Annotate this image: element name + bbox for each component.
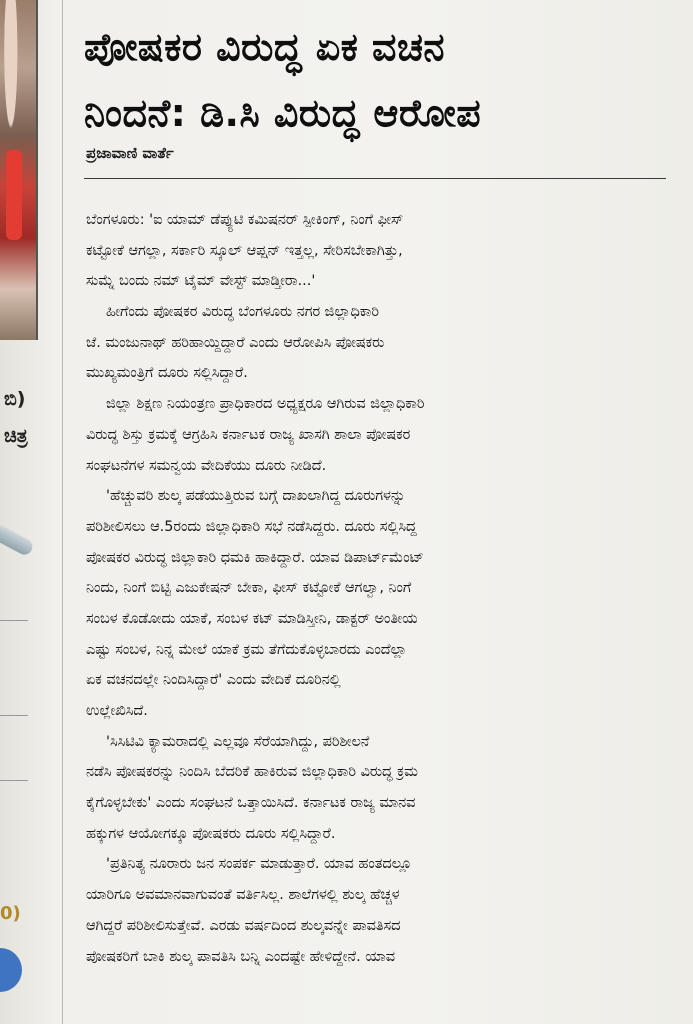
- body-line: ಜೆ. ಮಂಜುನಾಥ್ ಹರಿಹಾಯ್ದಿದ್ದಾರೆ ಎಂದು ಆರೋಪಿಸಿ ಪೋಷಕರು: [86, 334, 385, 351]
- body-line: ಸಂಬಳ ಕೊಡೋದು ಯಾಕೆ, ಸಂಬಳ ಕಟ್ ಮಾಡಿಸ್ತೀನಿ, ಡಾಕ್ಟರ್ ಅಂತೀಯ: [86, 610, 418, 627]
- body-line: ಹಕ್ಕುಗಳ ಆಯೋಗಕ್ಕೂ ಪೋಷಕರು ದೂರು ಸಲ್ಲಿಸಿದ್ದಾರೆ.: [86, 825, 336, 842]
- body-line: ಪರಿಶೀಲಿಸಲು ಆ.5ರಂದು ಜಿಲ್ಲಾಧಿಕಾರಿ ಸಭೆ ನಡೆಸಿದ್ದರು. ದೂರು ಸಲ್ಲಿಸಿದ್ದ: [86, 518, 417, 535]
- body-line: ಸುಮ್ನೆ ಬಂದು ನಮ್ ಟೈಮ್ ವೇಸ್ಟ್ ಮಾಡ್ತೀರಾ...': [86, 273, 316, 290]
- adjacent-text: ಚಿತ್ರ: [4, 425, 28, 447]
- body-line: ಬೆಂಗಳೂರು: 'ಐ ಯಾಮ್ ಡೆಪ್ಯುಟಿ ಕಮಿಷನರ್ ಸ್ಪೀಕಿಂಗ್, ನಿಂಗೆ ಫೀಸ್: [86, 212, 404, 228]
- photo-fragment: [0, 0, 38, 340]
- body-line: ನಿಂದು, ನಿಂಗೆ ಬಿಟ್ಟಿ ಎಜುಕೇಷನ್ ಬೇಕಾ, ಫೀಸ್ ಕಟ್ಟೋಕೆ ಆಗಲ್ವಾ, ನಿಂಗೆ: [86, 580, 412, 597]
- byline: ಪ್ರಜಾವಾಣಿ ವಾರ್ತೆ: [86, 144, 174, 162]
- adjacent-number: 0): [0, 903, 21, 924]
- divider: [0, 715, 28, 716]
- divider: [0, 780, 28, 781]
- body-line: ಜಿಲ್ಲಾ ಶಿಕ್ಷಣ ನಿಯಂತ್ರಣ ಪ್ರಾಧಿಕಾರದ ಅಧ್ಯಕ್ಷರೂ ಆಗಿರುವ ಜಿಲ್ಲಾಧಿಕಾರಿ: [106, 396, 425, 413]
- body-line: 'ಸಿಸಿಟಿವಿ ಕ್ಯಾಮರಾದಲ್ಲಿ ಎಲ್ಲವೂ ಸೆರೆಯಾಗಿದ್ದು, ಪರಿಶೀಲನೆ: [106, 733, 370, 750]
- body-line: ನಡೆಸಿ ಪೋಷಕರನ್ನು ನಿಂದಿಸಿ ಬೆದರಿಕೆ ಹಾಕಿರುವ ಜಿಲ್ಲಾಧಿಕಾರಿ ವಿರುದ್ಧ ಕ್ರಮ: [86, 764, 418, 781]
- body-line: ಆಗಿದ್ದರೆ ಪರಿಶೀಲಿಸುತ್ತೇವೆ. ಎರಡು ವರ್ಷದಿಂದ ಶುಲ್ಕವನ್ನೇ ಪಾವತಿಸದ: [86, 917, 401, 934]
- body-line: ಪೋಷಕರ ವಿರುದ್ಧ ಜಿಲ್ಲಾಕಾರಿ ಧಮಕಿ ಹಾಕಿದ್ದಾರೆ. ಯಾವ ಡಿಪಾರ್ಟ್‌ಮೆಂಟ್: [86, 549, 424, 566]
- body-line: ಎಷ್ಟು ಸಂಬಳ, ನಿನ್ನ ಮೇಲೆ ಯಾಕೆ ಕ್ರಮ ತೆಗೆದುಕೊಳ್ಳಬಾರದು ಎಂದೆಲ್ಲಾ: [86, 641, 407, 658]
- graphic-fragment: [0, 948, 22, 992]
- body-line: ಕಟ್ಟೋಕೆ ಆಗಲ್ಲಾ, ಸರ್ಕಾರಿ ಸ್ಕೂಲ್ ಆಪ್ಷನ್ ಇತ್ತಲ್ಲ, ಸೇರಿಸಬೇಕಾಗಿತ್ತು,: [86, 242, 403, 259]
- column-divider: [62, 0, 63, 1024]
- article-body: [86, 205, 666, 972]
- body-line: 'ಪ್ರತಿನಿತ್ಯ ನೂರಾರು ಜನ ಸಂಪರ್ಕ ಮಾಡುತ್ತಾರೆ. ಯಾವ ಹಂತದಲ್ಲೂ: [106, 856, 412, 873]
- divider: [0, 620, 28, 621]
- pen-graphic: [0, 523, 35, 558]
- headline-line: ನಿಂದನೆ: ಡಿ.ಸಿ ವಿರುದ್ಧ ಆರೋಪ: [84, 91, 482, 135]
- headline-line: ಪೋಷಕರ ವಿರುದ್ಧ ಏಕ ವಚನ: [84, 25, 446, 69]
- body-line: ಯಾರಿಗೂ ಅವಮಾನವಾಗುವಂತೆ ವರ್ತಿಸಿಲ್ಲ. ಶಾಲೆಗಳಲ್ಲಿ ಶುಲ್ಕ ಹೆಚ್ಚಳ: [86, 887, 400, 904]
- adjacent-column: [0, 0, 60, 1024]
- body-line: 'ಹೆಚ್ಚುವರಿ ಶುಲ್ಕ ಪಡೆಯುತ್ತಿರುವ ಬಗ್ಗೆ ದಾಖಲಾಗಿದ್ದ ದೂರುಗಳನ್ನು: [106, 488, 406, 505]
- body-line: ಕೈಗೊಳ್ಳಬೇಕು' ಎಂದು ಸಂಘಟನೆ ಒತ್ತಾಯಿಸಿದೆ. ಕರ್ನಾಟಕ ರಾಜ್ಯ ಮಾನವ: [86, 795, 416, 812]
- divider: [84, 178, 666, 179]
- body-line: ಹೀಗೆಂದು ಪೋಷಕರ ವಿರುದ್ಧ ಬೆಂಗಳೂರು ನಗರ ಜಿಲ್ಲಾಧಿಕಾರಿ: [106, 304, 379, 321]
- body-line: ಪೋಷಕರಿಗೆ ಬಾಕಿ ಶುಲ್ಕ ಪಾವತಿಸಿ ಬನ್ನಿ ಎಂದಷ್ಟೇ ಹೇಳಿದ್ದೇನೆ. ಯಾವ: [86, 948, 395, 965]
- body-line: ಉಲ್ಲೇಖಿಸಿದೆ.: [86, 703, 148, 719]
- body-line: ವಿರುದ್ಧ ಶಿಸ್ತು ಕ್ರಮಕ್ಕೆ ಆಗ್ರಹಿಸಿ ಕರ್ನಾಟಕ ರಾಜ್ಯ ಖಾಸಗಿ ಶಾಲಾ ಪೋಷಕರ: [86, 426, 411, 443]
- body-line: ಸಂಘಟನೆಗಳ ಸಮನ್ವಯ ವೇದಿಕೆಯು ದೂರು ನೀಡಿದೆ.: [86, 457, 327, 474]
- body-line: ಮುಖ್ಯಮಂತ್ರಿಗೆ ದೂರು ಸಲ್ಲಿಸಿದ್ದಾರೆ.: [86, 365, 248, 382]
- adjacent-text: ಬಿ): [4, 388, 26, 410]
- body-line: ಏಕ ವಚನದಲ್ಲೇ ನಿಂದಿಸಿದ್ದಾರೆ' ಎಂದು ವೇದಿಕೆ ದೂರಿನಲ್ಲಿ: [86, 672, 341, 689]
- article-headline: [84, 14, 674, 146]
